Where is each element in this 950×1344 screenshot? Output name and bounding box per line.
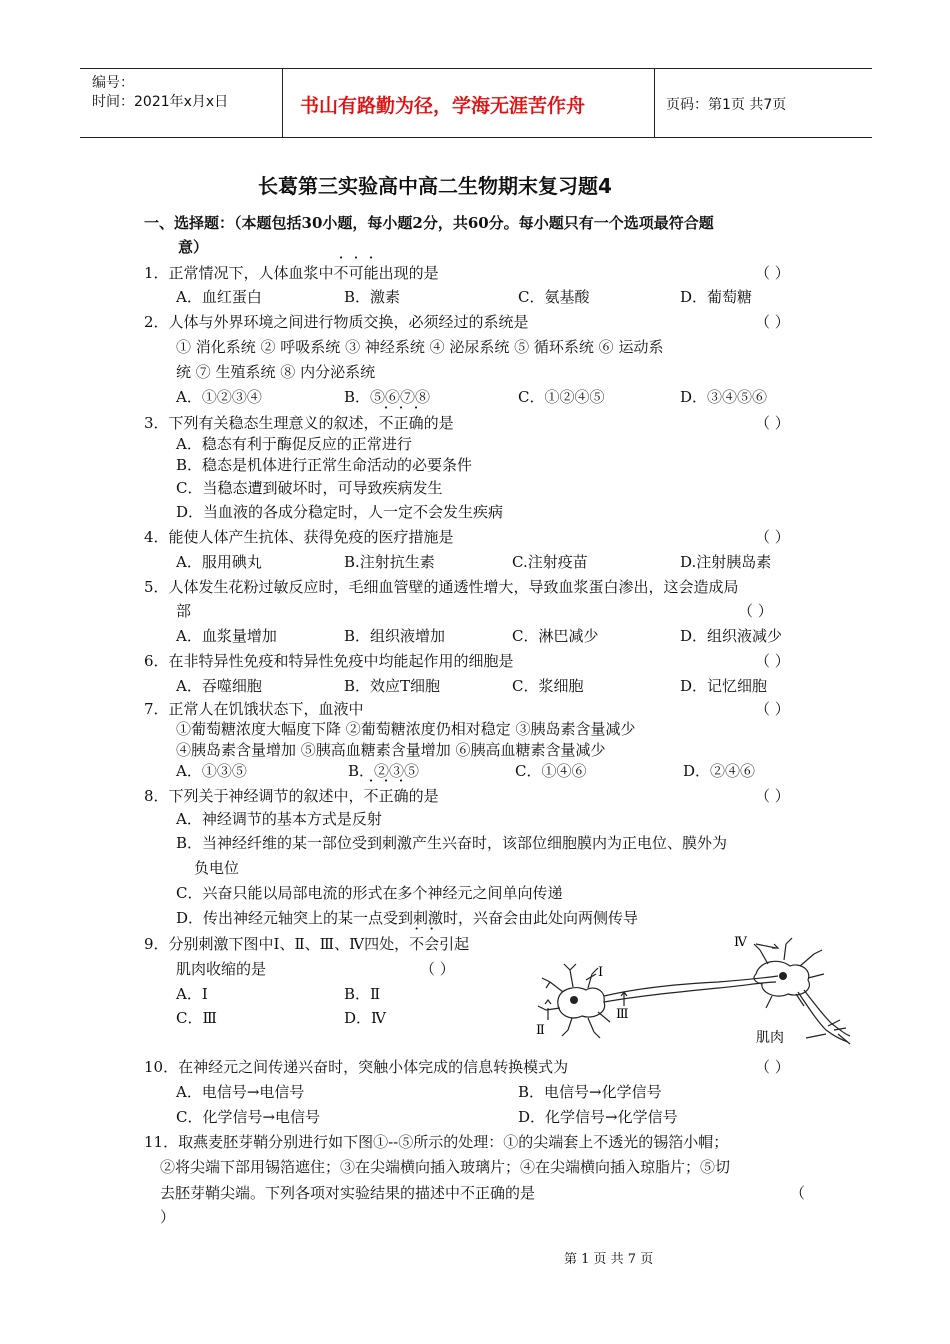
q4-answer-bracket: （ ） xyxy=(755,528,790,546)
q9-answer-bracket: （ ） xyxy=(420,960,455,978)
q3-stem: 3．下列有关稳态生理意义的叙述，不正确的是 xyxy=(144,414,454,432)
q8-answer-bracket: （ ） xyxy=(755,787,790,805)
q6-option-a: A．吞噬细胞 xyxy=(176,677,262,695)
page-title: 长葛第三实验高中高二生物期末复习题4 xyxy=(258,174,612,198)
q3-answer-bracket: （ ） xyxy=(755,414,790,432)
q2-items-line1: ① 消化系统 ② 呼吸系统 ③ 神经系统 ④ 泌尿系统 ⑤ 循环系统 ⑥ 运动系 xyxy=(176,338,664,356)
q9-stem: 9．分别刺激下图中Ⅰ、Ⅱ、Ⅲ、Ⅳ四处，不会引起 xyxy=(144,935,470,953)
q9-option-a: A．Ⅰ xyxy=(176,985,208,1003)
q4-option-c: C.注射疫苗 xyxy=(512,553,588,571)
q2-stem: 2．人体与外界环境之间进行物质交换，必须经过的系统是 xyxy=(144,313,529,331)
q2-items-line2: 统 ⑦ 生殖系统 ⑧ 内分泌系统 xyxy=(176,363,376,381)
q9-option-c: C．Ⅲ xyxy=(176,1009,217,1027)
neuron-nucleus-left xyxy=(570,996,578,1004)
q1-option-c: C．氨基酸 xyxy=(518,288,590,306)
q5-option-b: B．组织液增加 xyxy=(344,627,446,645)
q5-option-a: A．血浆量增加 xyxy=(176,627,277,645)
q6-answer-bracket: （ ） xyxy=(755,652,790,670)
q10-stem: 10．在神经元之间传递兴奋时，突触小体完成的信息转换模式为 xyxy=(144,1058,569,1076)
q8-option-d: D．传出神经元轴突上的某一点受到刺激时，兴奋会由此处向两侧传导 xyxy=(176,909,639,927)
q6-option-d: D．记忆细胞 xyxy=(680,677,768,695)
q4-option-d: D.注射胰岛素 xyxy=(680,553,772,571)
q10-option-a: A．电信号→电信号 xyxy=(176,1083,305,1101)
q4-stem: 4．能使人体产生抗体、获得免疫的医疗措施是 xyxy=(144,528,454,546)
q5-stem-line2: 部 xyxy=(176,602,192,620)
neuron-nucleus-right xyxy=(779,972,787,980)
header-time-label: 时间：2021年x月x日 xyxy=(92,94,229,110)
q2-option-b: B．⑤⑥⑦⑧ xyxy=(344,388,431,406)
q4-option-b: B.注射抗生素 xyxy=(344,553,435,571)
q2-option-c: C．①②④⑤ xyxy=(518,388,605,406)
q5-stem-line1: 5．人体发生花粉过敏反应时，毛细血管壁的通透性增大，导致血浆蛋白渗出，这会造成局 xyxy=(144,578,739,596)
q10-option-b: B．电信号→化学信号 xyxy=(518,1083,662,1101)
q6-stem: 6．在非特异性免疫和特异性免疫中均能起作用的细胞是 xyxy=(144,652,514,670)
q11-bracket-open: （ xyxy=(790,1184,806,1202)
q5-option-d: D．组织液减少 xyxy=(680,627,783,645)
q7-option-c: C．①④⑥ xyxy=(515,762,587,780)
q2-option-d: D．③④⑤⑥ xyxy=(680,388,768,406)
q8-option-a: A．神经调节的基本方式是反射 xyxy=(176,810,382,828)
fig-label-2: Ⅱ xyxy=(536,1023,545,1038)
q5-answer-bracket: （ ） xyxy=(738,602,773,620)
q5-option-c: C．淋巴减少 xyxy=(512,627,599,645)
q1-stem: 1．正常情况下，人体血浆中不可能出现的是 xyxy=(144,264,439,282)
q7-option-b: B．②③⑤ xyxy=(348,762,420,780)
q11-stem-line1: 11．取燕麦胚芽鞘分别进行如下图①--⑤所示的处理：①的尖端套上不透光的锡箔小帽； xyxy=(144,1133,729,1151)
q10-option-d: D．化学信号→化学信号 xyxy=(518,1108,678,1126)
q1-option-d: D．葡萄糖 xyxy=(680,288,753,306)
q1-option-a: A．血红蛋白 xyxy=(176,288,262,306)
q10-option-c: C．化学信号→电信号 xyxy=(176,1108,321,1126)
header-number-label: 编号： xyxy=(92,75,134,91)
q8-option-b-line2: 负电位 xyxy=(194,859,240,877)
q1-option-b: B．激素 xyxy=(344,288,401,306)
q8-stem: 8．下列关于神经调节的叙述中，不正确的是 xyxy=(144,787,439,805)
fig-label-4: Ⅳ xyxy=(734,935,747,950)
q10-answer-bracket: （ ） xyxy=(755,1058,790,1076)
fig-label-3: Ⅲ xyxy=(616,1007,629,1022)
q3-option-c: C．当稳态遭到破坏时，可导致疾病发生 xyxy=(176,479,443,497)
q3-option-a: A．稳态有利于酶促反应的正常进行 xyxy=(176,435,412,453)
header-page-info: 页码：第1页 共7页 xyxy=(666,97,787,113)
section-heading-line2: 意） xyxy=(178,238,209,256)
fig-label-1: Ⅰ xyxy=(598,965,604,980)
q7-items-line2: ④胰岛素含量增加 ⑤胰高血糖素含量增加 ⑥胰高血糖素含量减少 xyxy=(176,741,606,759)
q9-option-d: D．Ⅳ xyxy=(344,1009,387,1027)
q11-stem-line2: ②将尖端下部用锡箔遮住；③在尖端横向插入玻璃片；④在尖端横向插入琼脂片；⑤切 xyxy=(160,1158,731,1176)
q3-option-b: B．稳态是机体进行正常生命活动的必要条件 xyxy=(176,456,473,474)
q2-answer-bracket: （ ） xyxy=(755,313,790,331)
q9-stem-line2: 肌肉收缩的是 xyxy=(176,960,267,978)
q11-bracket-close: ） xyxy=(160,1208,176,1226)
neuron-figure xyxy=(528,930,858,1050)
q9-option-b: B．Ⅱ xyxy=(344,985,381,1003)
q7-option-d: D．②④⑥ xyxy=(683,762,756,780)
q8-option-c: C．兴奋只能以局部电流的形式在多个神经元之间单向传递 xyxy=(176,884,563,902)
q6-option-b: B．效应T细胞 xyxy=(344,677,441,695)
q7-option-a: A．①③⑤ xyxy=(176,762,247,780)
fig-label-muscle: 肌肉 xyxy=(756,1030,784,1046)
q6-option-c: C．浆细胞 xyxy=(512,677,584,695)
q11-stem-line3: 去胚芽鞘尖端。下列各项对实验结果的描述中不正确的是 xyxy=(160,1184,536,1202)
q2-option-a: A．①②③④ xyxy=(176,388,262,406)
header-motto: 书山有路勤为径，学海无涯苦作舟 xyxy=(300,95,586,117)
q7-answer-bracket: （ ） xyxy=(755,700,790,718)
q7-stem: 7．正常人在饥饿状态下，血液中 xyxy=(144,700,364,718)
page-footer: 第 1 页 共 7 页 xyxy=(564,1252,654,1267)
q8-option-b-line1: B．当神经纤维的某一部位受到刺激产生兴奋时，该部位细胞膜内为正电位、膜外为 xyxy=(176,834,728,852)
q3-option-d: D．当血液的各成分稳定时，人一定不会发生疾病 xyxy=(176,503,504,521)
q4-option-a: A．服用碘丸 xyxy=(176,553,262,571)
q7-items-line1: ①葡萄糖浓度大幅度下降 ②葡萄糖浓度仍相对稳定 ③胰岛素含量减少 xyxy=(176,720,636,738)
q1-answer-bracket: （ ） xyxy=(755,264,790,282)
section-heading-line1: 一、选择题：（本题包括30小题，每小题2分，共60分。每小题只有一个选项最符合题 xyxy=(144,214,714,232)
